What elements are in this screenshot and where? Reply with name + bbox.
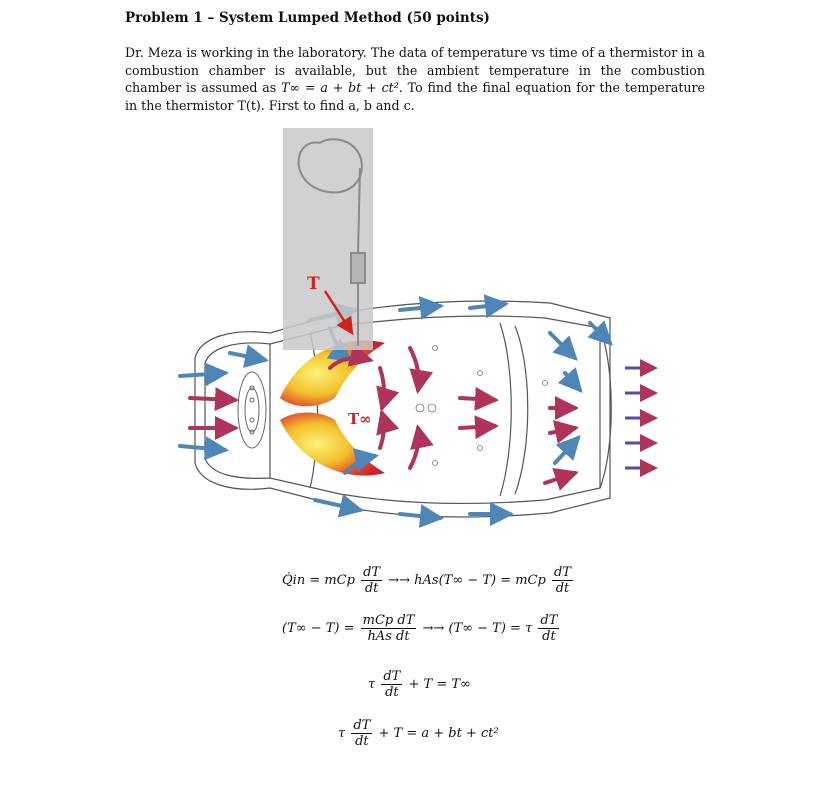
eq4-tau: τ [338,726,346,741]
eq3-tau: τ [368,677,376,692]
statement-part-2: . To find the final equation for the temperature in the thermistor T(t). First to find a, b and c. [125,80,705,113]
eq2-mid: (T∞ − T) = τ [448,621,533,636]
equation-3 [368,669,471,700]
problem-statement [125,44,705,114]
equation-2 [282,613,561,644]
eq2-arrow: →→ [422,621,445,636]
eq1-left: Q̇in = mCp [282,573,355,588]
eq1-mid: hAs(T∞ − T) = mCp [414,573,546,588]
thermistor-label: T [307,274,320,294]
combustion-chamber-figure [170,128,670,538]
eq1-arrow: →→ [388,573,411,588]
equation-1 [282,565,575,596]
eq4-frac: $\frac{dT}{dt}$ [353,718,371,749]
eq2-frac-1: $\frac{\text{mCp dT}}{\text{hAs dt}}$ [362,613,415,644]
exhaust-arrows [625,368,655,468]
statement-part-1: Dr. Meza is working in the laboratory. The data of temperature vs time of a thermistor in a combustion chamber is available, but the ambient temperature in the combustion chamber is assumed as [125,45,705,95]
problem-heading: Problem 1 – System Lumped Method (50 points) [125,10,490,26]
ambient-temperature-label: T∞ [348,410,372,428]
airflow-arrows-blue [180,304,610,518]
eq2-frac-2: $\frac{dT}{dt}$ [540,613,558,644]
eq2-left: (T∞ − T) = [282,621,355,636]
equation-4 [338,718,499,749]
eq3-rest: + T = T∞ [408,677,471,692]
eq3-frac: $\frac{dT}{dt}$ [383,669,401,700]
flame-upper [280,340,385,406]
eq1-frac-2: $\frac{dT}{dt}$ [553,565,571,596]
thermistor-probe-panel [283,128,373,350]
fuel-injector [238,372,266,448]
eq1-frac-1: $\frac{dT}{dt}$ [363,565,381,596]
eq4-rest: + T = a + bt + ct² [378,726,499,741]
ambient-temperature-formula: T∞ = a + bt + ct² [281,80,399,95]
combustion-arrows-red [190,348,575,483]
